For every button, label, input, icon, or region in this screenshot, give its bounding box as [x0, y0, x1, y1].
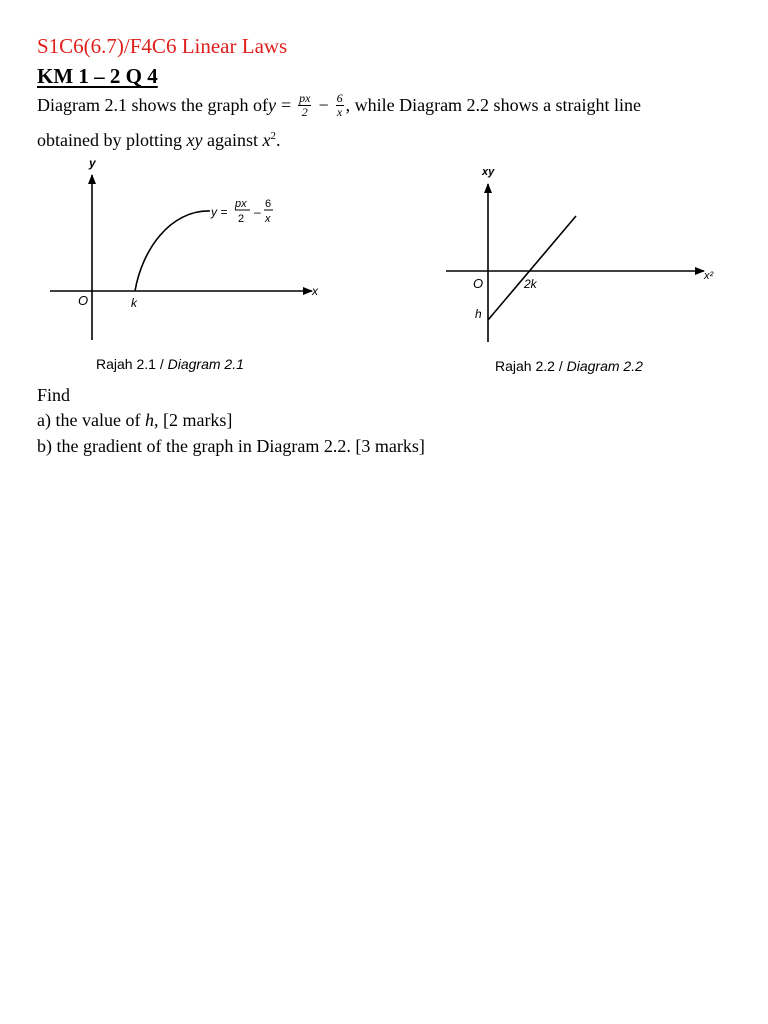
- curve-frac2-num: 6: [265, 198, 272, 210]
- caption-english: Diagram 2.1: [167, 356, 244, 372]
- intro-text-start: Diagram 2.1 shows the graph of: [37, 95, 268, 115]
- question-b: b) the gradient of the graph in Diagram 2.2. [3 marks]: [37, 436, 425, 456]
- curve-frac1-den: 2: [238, 213, 245, 225]
- y-axis-label: xy: [482, 166, 495, 178]
- origin-label: O: [473, 276, 484, 291]
- k-label: k: [131, 296, 137, 310]
- find-text: Find: [37, 385, 71, 405]
- y-variable: y: [267, 95, 276, 115]
- intro-text-end: , while Diagram 2.2 shows a straight line: [345, 95, 642, 115]
- fraction-numerator: 6: [336, 91, 343, 105]
- fraction-denominator: x: [336, 105, 343, 119]
- fraction-6-over-x: [336, 92, 344, 119]
- x-axis-label: x: [312, 284, 318, 298]
- xy-variable: xy: [186, 130, 203, 150]
- question-a-text: a) the value of: [37, 410, 145, 430]
- against-text: against: [202, 130, 263, 150]
- curve: [135, 211, 210, 291]
- curve-minus: –: [254, 205, 261, 219]
- x-squared-exponent: 2: [270, 130, 276, 142]
- fraction-denominator: 2: [301, 105, 308, 119]
- question-a: [37, 410, 232, 431]
- period: .: [275, 130, 281, 150]
- caption-malay: Rajah 2.2 /: [495, 358, 567, 374]
- intercept-y-label: h: [475, 307, 482, 321]
- curve-frac1-num: px: [235, 198, 247, 210]
- intro-line-2: [37, 130, 280, 151]
- origin-label: O: [78, 293, 89, 308]
- y-axis-label: y: [89, 156, 96, 170]
- fraction-numerator: px: [299, 91, 311, 105]
- minus-sign: −: [318, 95, 329, 115]
- intro-line-1: [37, 92, 641, 119]
- question-a-variable: h: [144, 410, 154, 430]
- question-a-marks: , [2 marks]: [153, 410, 233, 430]
- curve-label-y: y =: [211, 205, 228, 219]
- equals-sign: =: [280, 95, 292, 115]
- x-squared-base: x: [262, 130, 271, 150]
- caption-malay: Rajah 2.1 /: [96, 356, 168, 372]
- fraction-px-over-2: [298, 92, 311, 119]
- intro-line2-start: obtained by plotting: [37, 130, 187, 150]
- diagram-2-1: [40, 155, 340, 350]
- caption-english: Diagram 2.2: [566, 358, 643, 374]
- diagram-2-2-caption: [495, 358, 643, 374]
- x-axis-label: x²: [704, 270, 714, 282]
- straight-line: [488, 216, 576, 320]
- curve-frac2-den: x: [265, 213, 271, 225]
- diagram-2-2: [440, 160, 730, 355]
- intercept-x-label: 2k: [524, 277, 537, 291]
- question-reference: KM 1 – 2 Q 4: [37, 64, 158, 88]
- worksheet-title: S1C6(6.7)/F4C6 Linear Laws: [37, 34, 288, 58]
- diagram-2-1-caption: [96, 356, 244, 372]
